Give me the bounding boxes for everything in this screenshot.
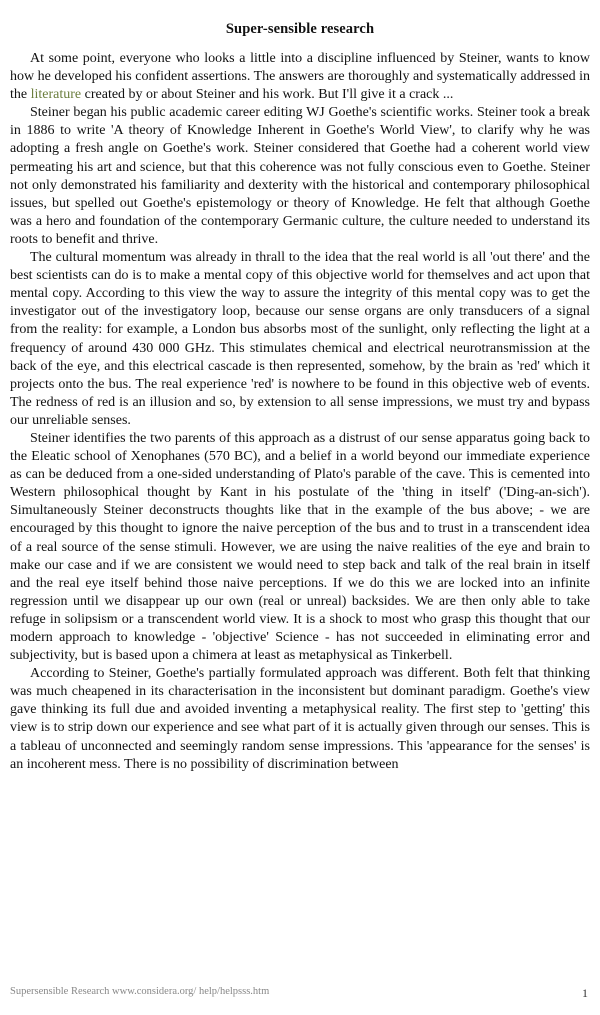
paragraph-2: Steiner began his public academic career editing WJ Goethe's scientific works. Steiner took a break in 1886 to write 'A theory of Knowledge Inherent in Goethe's World View', to clarify why he was adopting a fresh angle on Goethe's work. Steiner considered that Goethe had a coherent world view permeating his art and science, but that this coherence was not fully conscious even to Goethe. Steiner not only demonstrated his familiarity and dexterity with the historical and contemporary philosophical issues, but spelled out Goethe's epistemology or theory of Knowledge. He felt that although Goethe was a hero and foundation of the contemporary Germanic culture, the culture needed to understand its roots to benefit and thrive. [10, 105, 590, 247]
page-footer [10, 986, 590, 1000]
page-title: Super-sensible research [225, 21, 375, 37]
paragraph-4: Steiner identifies the two parents of this approach as a distrust of our sense apparatus going back to the Eleatic school of Xenophanes (570 BC), and a belief in a world beyond our immediate experience as can be deduced from a one-sided understanding of Plato's parable of the cave. This is cemented into Western philosophical thought by Kant in his postulate of the 'thing in itself' ('Ding-an-sich'). Simultaneously Steiner deconstructs thoughts like that in the example of the bus above; - we are encouraged by this thought to ignore the naive perception of the bus and to trust in a transcendent idea of a real source of the sense stimuli. However, we are using the naive realities of the eye and brain to make our case and if we are consistent we would need to step back and talk of the real brain in itself and the real eye itself behind those naive perceptions. If we do this we are locked into an infinite regression until we disappear up our own (real or unreal) backsides. We are then only able to take refuge in solipsism or a transcendent world view. It is a shock to most who grasp this thought that our modern approach to knowledge - 'objective' Science - has not succeeded in eliminating error and subjectivity, but is based upon a chimera at least as metaphysical as Tinkerbell. [10, 430, 590, 664]
page-number: 1 [582, 986, 588, 1000]
document-page [10, 0, 590, 1015]
footer-source: Supersensible Research www.considera.org/ help/helpsss.htm [10, 986, 270, 997]
paragraph-3: The cultural momentum was already in thrall to the idea that the real world is all 'out there' and the best scientists can do is to make a mental copy of this objective world for themselves and act upon that mental copy. According to this view the way to assure the integrity of this mental copy was to get the investigator out of the investigatory loop, because our sense organs are only transducers of a signal from the reality: for example, a London bus absorbs most of the sunlight, only reflecting the light at a frequency of around 430 000 GHz. This stimulates chemical and electrical neurotransmission at the back of the eye, and this electrical cascade is then represented, somehow, by the brain as 'red' which it projects onto the bus. The real experience 'red' is nowhere to be found in this objective web of events. The redness of red is an illusion and so, by extension to all sense impressions, we must try and bypass our unreliable senses. [10, 250, 590, 428]
document-body [10, 50, 590, 774]
literature-link[interactable]: literature [30, 87, 82, 103]
paragraph-5: According to Steiner, Goethe's partially formulated approach was different. Both felt that thinking was much cheapened in its characterisation in the inconsistent but dominant paradigm. Goethe's view gave thinking its full due and avoided inventing a metaphysical reality. The first step to 'getting' this view is to strip down our experience and see what part of it is actually given through our senses. This is a tableau of unconnected and seemingly random sense impressions. This 'appearance for the senses' is an incoherent mess. There is no possibility of discrimination between [10, 666, 590, 772]
paragraph-1 [10, 50, 590, 104]
paragraph-1-text-after: created by or about Steiner and his work. But I'll give it a crack ... [81, 87, 454, 103]
paragraph-1-text-before: At some point, everyone who looks a little into a discipline influenced by Steiner, wants to know how he developed his confident assertions. The answers are thoroughly and systematically addressed in the [10, 51, 590, 103]
